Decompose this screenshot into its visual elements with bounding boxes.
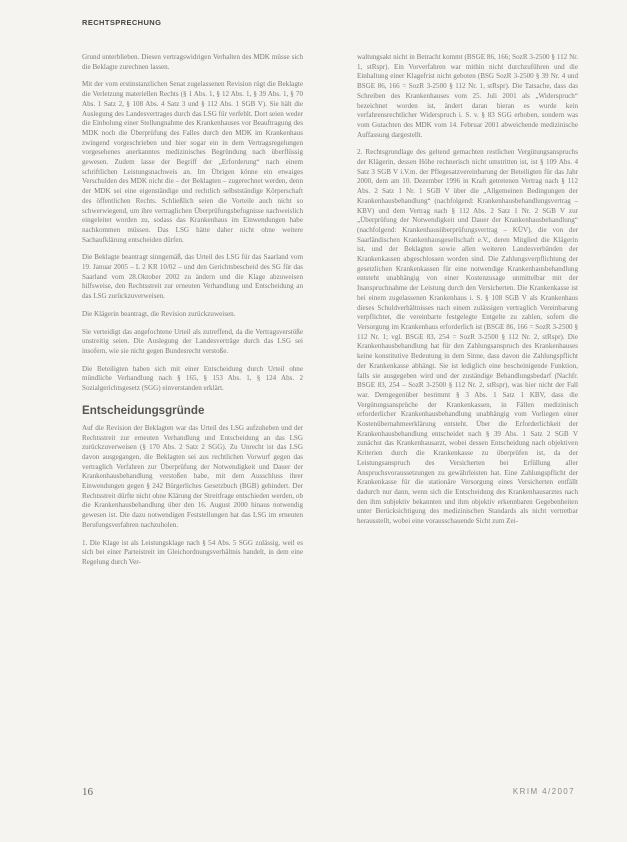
section-heading: Entscheidungsgründe xyxy=(82,403,205,417)
paragraph: Mit der vom erstinstanzlichen Senat zugelassenen Revision rügt die Beklagte die Verletzung materiellen Rechts (§ 1 Abs. 1, § 12 Abs. 1, § 39 Abs. 1, § 70 Abs. 1 Satz 2, § 108 Abs. 4 Satz 3 und § 112 Abs. 1 SGB V). Sie hält die Auslegung des Landesvertrages durch das LSG für verfehlt. Dort seien weder die Einholung einer Stellungnahme des Krankenhauses vor Beauftragung des MDK noch die Überprüfung des Falles durch den MDK im Krankenhaus zwingend vorgeschrieben und hier sogar ein in dem Vertragsregelungen vorgesehenes anerkanntes medizinisches Begründung nach überflüssig gewesen. Zudem lasse der Begriff der „Erforderung“ nach einem schriftlichen Leistungsnachweis an. Im Übrigen könne ein etwaiges Verschulden des MDK nicht die – der Beklagten – zugerechnet werden, denn der MDK sei eine eigenständige und rechtlich selbstständige Körperschaft des öffentlichen Rechts. Schließlich seien die Vorteile auch nicht so schwerwiegend, um ihre vertraglichen Überprüfungsbefugnisse nachweislich eingeleitet worden zu, sodass das Krankenhaus im Einwendungen habe nachkommen müssen. Das LSG hätte daher nicht ohne weitere Sachaufklärung entscheiden dürfen. xyxy=(82,80,303,244)
right-column xyxy=(357,53,578,535)
page-number: 16 xyxy=(82,786,93,798)
paragraph: Die Klägerin beantragt, die Revision zurückzuweisen. xyxy=(82,309,236,318)
paragraph: Sie verteidigt das angefochtene Urteil als zutreffend, da die Vertragsverstöße unstreitig seien. Die Auslegung der Landesverträge durch das LSG sei insofern, wie sie nicht gegen Bundesrecht verstoße. xyxy=(82,327,303,355)
running-head: RECHTSPRECHUNG xyxy=(82,18,162,27)
paragraph: 1. Die Klage ist als Leistungsklage nach § 54 Abs. 5 SGG zulässig, weil es sich bei einer Parteistreit im Gleichordnungsverhältnis handelt, in dem eine Regelung durch Ver- xyxy=(82,538,303,566)
paragraph: Grund unterblieben. Diesen vertragswidrigen Verhalten des MDK müsse sich die Beklagte zurechnen lassen. xyxy=(82,53,303,71)
left-column xyxy=(82,53,303,576)
paragraph: Die Beteiligten haben sich mit einer Entscheidung durch Urteil ohne mündliche Verhandlung nach § 165, § 153 Abs. 1, § 124 Abs. 2 Sozialgerichtsgesetz (SGG) einverstanden erklärt. xyxy=(82,364,303,393)
paragraph: Auf die Revision der Beklagten war das Urteil des LSG aufzuheben und der Rechtsstreit zur erneuten Verhandlung und Entscheidung an das LSG zurückzuverweisen (§ 170 Abs. 2 Satz 2 SGG). Zu Unrecht ist das LSG davon ausgegangen, die Beklagten sei aus rechtlichen Vorwurf gegen das vertraglich Verfahren zur Überprüfung der Notwendigkeit und Dauer der Krankenhausbehandlung verstoßen habe, mit dem Ausschluss ihrer Einwendungen gegen § 242 Bürgerliches Gesetzbuch (BGB) gehindert. Der Rechtsstreit dürfte nicht ohne Klärung der Streitfrage entschieden werden, ob die Krankenhausbehandlung über den 16. August 2000 hinaus notwendig gewesen ist. Die dazu notwendigen Feststellungen hat das LSG im erneuten Berufungsverfahren nachzuholen. xyxy=(82,423,303,529)
paragraph: waltungsakt nicht in Betracht kommt (BSGE 86, 166; SozR 3-2500 § 112 Nr. 1, stRspr). Ein Vorverfahren war mithin nicht durchzuführen und die Einhaltung einer Klagefrist nicht geboten (BSG SozR 3-2500 § 39 Nr. 4 und BSGE 86, 166 = SozR 3-2500 § 112 Nr. 1, stRspr). Die Tatsache, dass das Schreiben des Krankenhauses vom 25. Juli 2001 als „Widerspruch“ bezeichnet worden ist, ändert daran hieran es wurde kein verfahrensrechtlicher Widerspruch i. S. v. § 83 SGG erhoben, sondern was vom Gutachten des MDK vom 14. Februar 2001 abweichende medizinische Auffassung dargestellt. xyxy=(357,53,578,139)
paragraph: 2. Rechtsgrundlage des geltend gemachten restlichen Vergütungsanspruchs der Klägerin, dessen Höhe rechnerisch nicht umstritten ist, ist § 109 Abs. 4 Satz 3 SGB V i.V.m. der Pflegesatzvereinbarung der Beteiligten für das Jahr 2000, dem am 10. Dezember 1996 in Kraft getretenen Vertrag nach § 112 Abs. 2 Satz 1 Nr. 1 SGB V über die „Allgemeinen Bedingungen der Krankenhausbehandlung“ (nachfolgend: Krankenhausbehandlungsvertrag – KBV) und dem Vertrag nach § 112 Abs. 2 Satz 1 Nr. 2 SGB V zur „Überprüfung der Notwendigkeit und Dauer der Krankenhausbehandlung“ (nachfolgend: Krankenhausüberprüfungsvertrag – KÜV), die von der Saarländischen Krankenhausgesellschaft e.V., deren Mitglied die Klägerin ist, und der Beklagten sowie allen weiteren Landesverbänden der Krankenkassen abgeschlossen worden sind. Die Zahlungsverpflichtung der gesetzlichen Krankenkassen für eine notwendige Krankenhausbehandlung entsteht unabhängig von einer Kostenzusage unmittelbar mit der Inanspruchnahme der Leistung durch den Versicherten. Die Krankenkasse ist bei einem zugelassenen Krankenhaus i. S. § 108 SGB V als Krankenhaus dieses Schuldverhältnisses nach einem zulässigen vertraglich Vereinbarung verpflichtet, die vereinbarte festgelegte Entgelte zu zahlen, sofern die Versorgung im Krankenhaus erforderlich ist (BSGE 86, 166 = SozR 3-2500 § 112 Nr. 1; vgl. BSGE 83, 254 = SozR 3-2500 § 112 Nr. 2, stRspr). Die Krankenhausbehandlung hat für den Zahlungsanspruch des Krankenhauses keine konstitutive Bedeutung in dem Sinne, dass davon die Zahlungspflicht der Krankenkasse abhängt. Sie ist lediglich eine bescheinigende Funktion, falls sie ausgegeben wird und der zuständige Behandlungsbedarf (Nachfr. BSGE 83, 254 – SozR 3-2500 § 112 Nr. 2, stRspr), was hier nicht der Fall war. Demgegenüber bestimmt § 3 Abs. 1 Satz 1 KBV, dass die Vergütungsansprüche der Krankenkassen, in Fällen medizinisch erforderlicher Krankenhausbehandlung unabhängig vom Vorliegen einer Kostenübernahmeerklärung entsteht. Über die Erforderlichkeit der Krankenhausbehandlung entscheidet nach § 39 Abs. 1 Satz 2 SGB V zunächst das Krankenhausarzt, wobei dessen Entscheidung nach objektiven Kriterien durch die Krankenkasse zu überprüfen ist, da der Leistungsanspruch des Versicherten bei Erfüllung aller Anspruchsvoraussetzungen zu gewährleisten hat. Eine Zahlungspflicht der Krankenkasse für die stationäre Versorgung eines Versicherten entfällt dadurch nur dann, wenn sich die Entscheidung des Krankenhausarztes nach den ihm subjektiv bekannten und ihm objektiv erkennbaren Gegebenheiten unter Berücksichtigung des medizinischen Standards als nicht vertretbar herausstellt, wobei eine vorausschauende Sicht zum Zei- xyxy=(357,148,578,526)
journal-reference: KRIM 4/2007 xyxy=(512,787,575,796)
paragraph: Die Beklagte beantragt sinngemäß, das Urteil des LSG für das Saarland vom 19. Januar 2005 – L 2 KR 10/02 – und den Gerichtsbescheid des SG für das Saarland vom 28.Oktober 2002 zu ändern und die Klage abzuweisen hilfsweise, den Rechtsstreit zur erneuten Verhandlung und Entscheidung an das LSG zurückzuverweisen. xyxy=(82,253,303,301)
